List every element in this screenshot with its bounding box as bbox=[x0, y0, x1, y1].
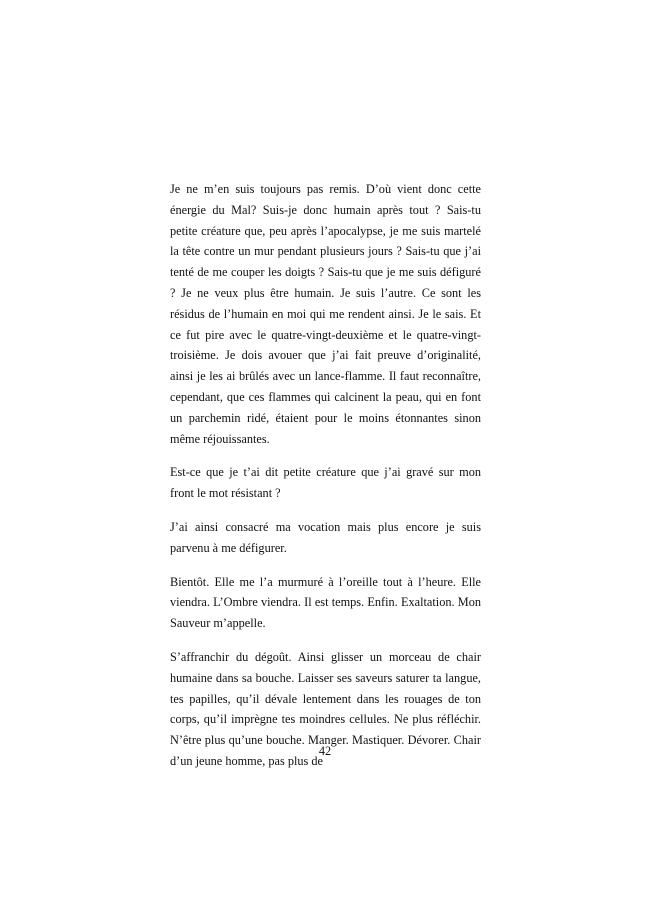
paragraph-1: Je ne m’en suis toujours pas remis. D’où vient donc cette énergie du Mal? Suis-je donc humain après tout ? Sais-tu petite créature que, peu après l’apocalypse, je me suis martelé la tête contre un mur pendant plusieurs jours ? Sais-tu que j’ai tenté de me couper les doigts ? Sais-tu que je me suis défiguré ? Je ne veux plus être humain. Je suis l’autre. Ce sont les résidus de l’humain en moi qui me rendent ainsi. Je le sais. Et ce fut pire avec le quatre-vingt-deuxième et le quatre-vingt-troisième. Je dois avouer que j’ai fait preuve d’originalité, ainsi je les ai brûlés avec un lance-flamme. Il faut reconnaître, cependant, que ces flammes qui calcinent la peau, qui en font un parchemin ridé, étaient pour le moins étonnantes sinon même réjouissantes. bbox=[170, 182, 481, 446]
paragraph-5: S’affranchir du dégoût. Ainsi glisser un morceau de chair humaine dans sa bouche. Laisser ses saveurs saturer ta langue, tes papilles, qu’il dévale lentement dans les rouages de ton corps, qu’il imprègne tes moindres cellules. Ne plus réfléchir. N’être plus qu’une bouche. Manger. Mastiquer. Dévorer. Chair d’un jeune homme, pas plus de bbox=[170, 649, 481, 768]
paragraph-4: Bientôt. Elle me l’a murmuré à l’oreille tout à l’heure. Elle viendra. L’Ombre viendra. Il est temps. Enfin. Exaltation. Mon Sauveur m’appelle. bbox=[170, 574, 481, 631]
paragraph-2: Est-ce que je t’ai dit petite créature que j’ai gravé sur mon front le mot résistant ? bbox=[170, 465, 481, 501]
page-number: 42 bbox=[318, 744, 332, 758]
paragraph-3: J’ai ainsi consacré ma vocation mais plus encore je suis parvenu à me défigurer. bbox=[170, 519, 481, 555]
body-text bbox=[170, 179, 481, 785]
